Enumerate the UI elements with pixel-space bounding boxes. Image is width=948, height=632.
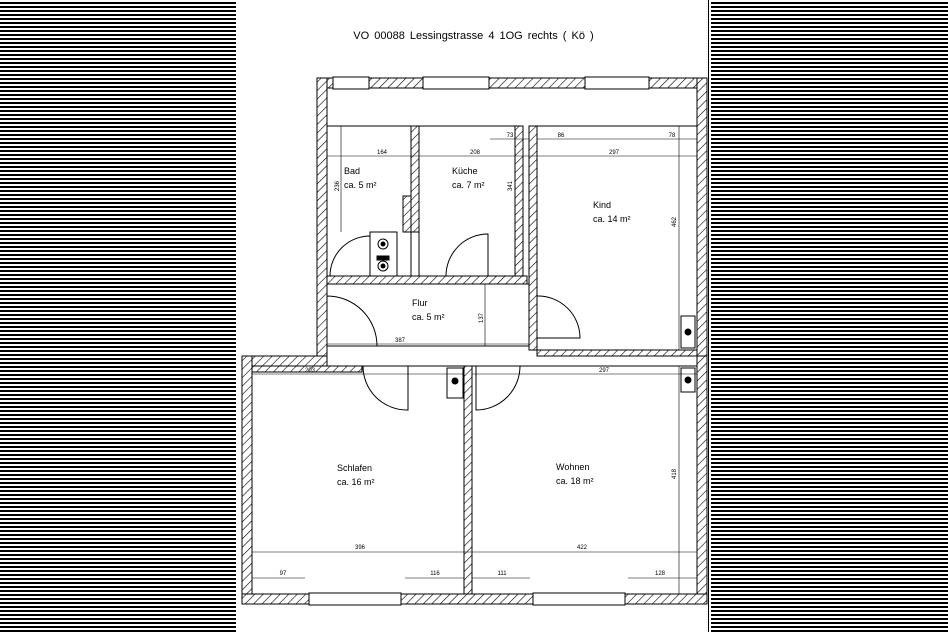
- kueche-outline: [419, 126, 515, 276]
- dim-schlafen-width: 396: [354, 545, 366, 551]
- dim-kind-window-left: 86: [557, 133, 565, 139]
- bad-outline: [327, 126, 411, 276]
- dim-kind-window-right: 78: [668, 133, 676, 139]
- dim-kueche-depth: 341: [508, 180, 514, 192]
- dim-schlafen-window-right: 116: [430, 571, 440, 577]
- chimney-bad: [403, 196, 411, 232]
- door-schlafen: [363, 366, 408, 410]
- door-bad: [330, 236, 370, 276]
- room-flur-area: ca. 5 m²: [412, 312, 445, 322]
- room-flur-name: Flur: [412, 298, 428, 308]
- room-kueche-name: Küche: [452, 166, 478, 176]
- room-wohnen-name: Wohnen: [556, 462, 590, 472]
- kind-outline: [537, 126, 697, 350]
- window-kind: [585, 77, 649, 89]
- window-bad: [333, 77, 369, 89]
- outer-walls: [242, 78, 707, 604]
- door-wohnen: [476, 366, 520, 410]
- room-wohnen-area: ca. 18 m²: [556, 476, 594, 486]
- room-schlafen-area: ca. 16 m²: [337, 477, 375, 487]
- room-bad-name: Bad: [344, 166, 361, 176]
- room-kind-name: Kind: [593, 200, 612, 210]
- dim-flur-depth: 137: [479, 312, 485, 324]
- dim-flur-width: 387: [394, 338, 406, 344]
- room-labels: [337, 166, 631, 487]
- dim-wohnen-top: 297: [598, 368, 610, 374]
- dim-schlafen-window-left: 97: [279, 571, 287, 577]
- window-schlafen: [309, 593, 401, 605]
- door-kueche: [446, 234, 488, 276]
- plan-title: VO 00088 Lessingstrasse 4 1OG rechts ( Kö ): [353, 30, 594, 42]
- dim-wohnen-width: 422: [576, 545, 588, 551]
- dim-kind-depth: 462: [672, 216, 678, 228]
- room-kueche-area: ca. 7 m²: [452, 180, 485, 190]
- dim-bad-depth: 236: [335, 180, 341, 192]
- dim-wohnen-window-right: 128: [654, 571, 666, 577]
- room-schlafen-name: Schlafen: [337, 463, 373, 473]
- dim-kueche-width: 208: [469, 150, 481, 156]
- window-wohnen: [533, 593, 625, 605]
- dim-kind-width: 297: [608, 150, 620, 156]
- room-kind-area: ca. 14 m²: [593, 214, 631, 224]
- door-flur-entry: [327, 296, 377, 346]
- room-bad-area: ca. 5 m²: [344, 180, 377, 190]
- dim-wohnen-depth: 418: [672, 468, 678, 480]
- dim-bad-width: 164: [376, 150, 388, 156]
- door-kind: [537, 296, 580, 338]
- dim-wohnen-window-left: 111: [497, 571, 507, 577]
- window-kueche: [423, 77, 489, 89]
- dim-kueche-window: 73: [506, 133, 514, 139]
- dim-schlafen-top: 203: [304, 368, 316, 374]
